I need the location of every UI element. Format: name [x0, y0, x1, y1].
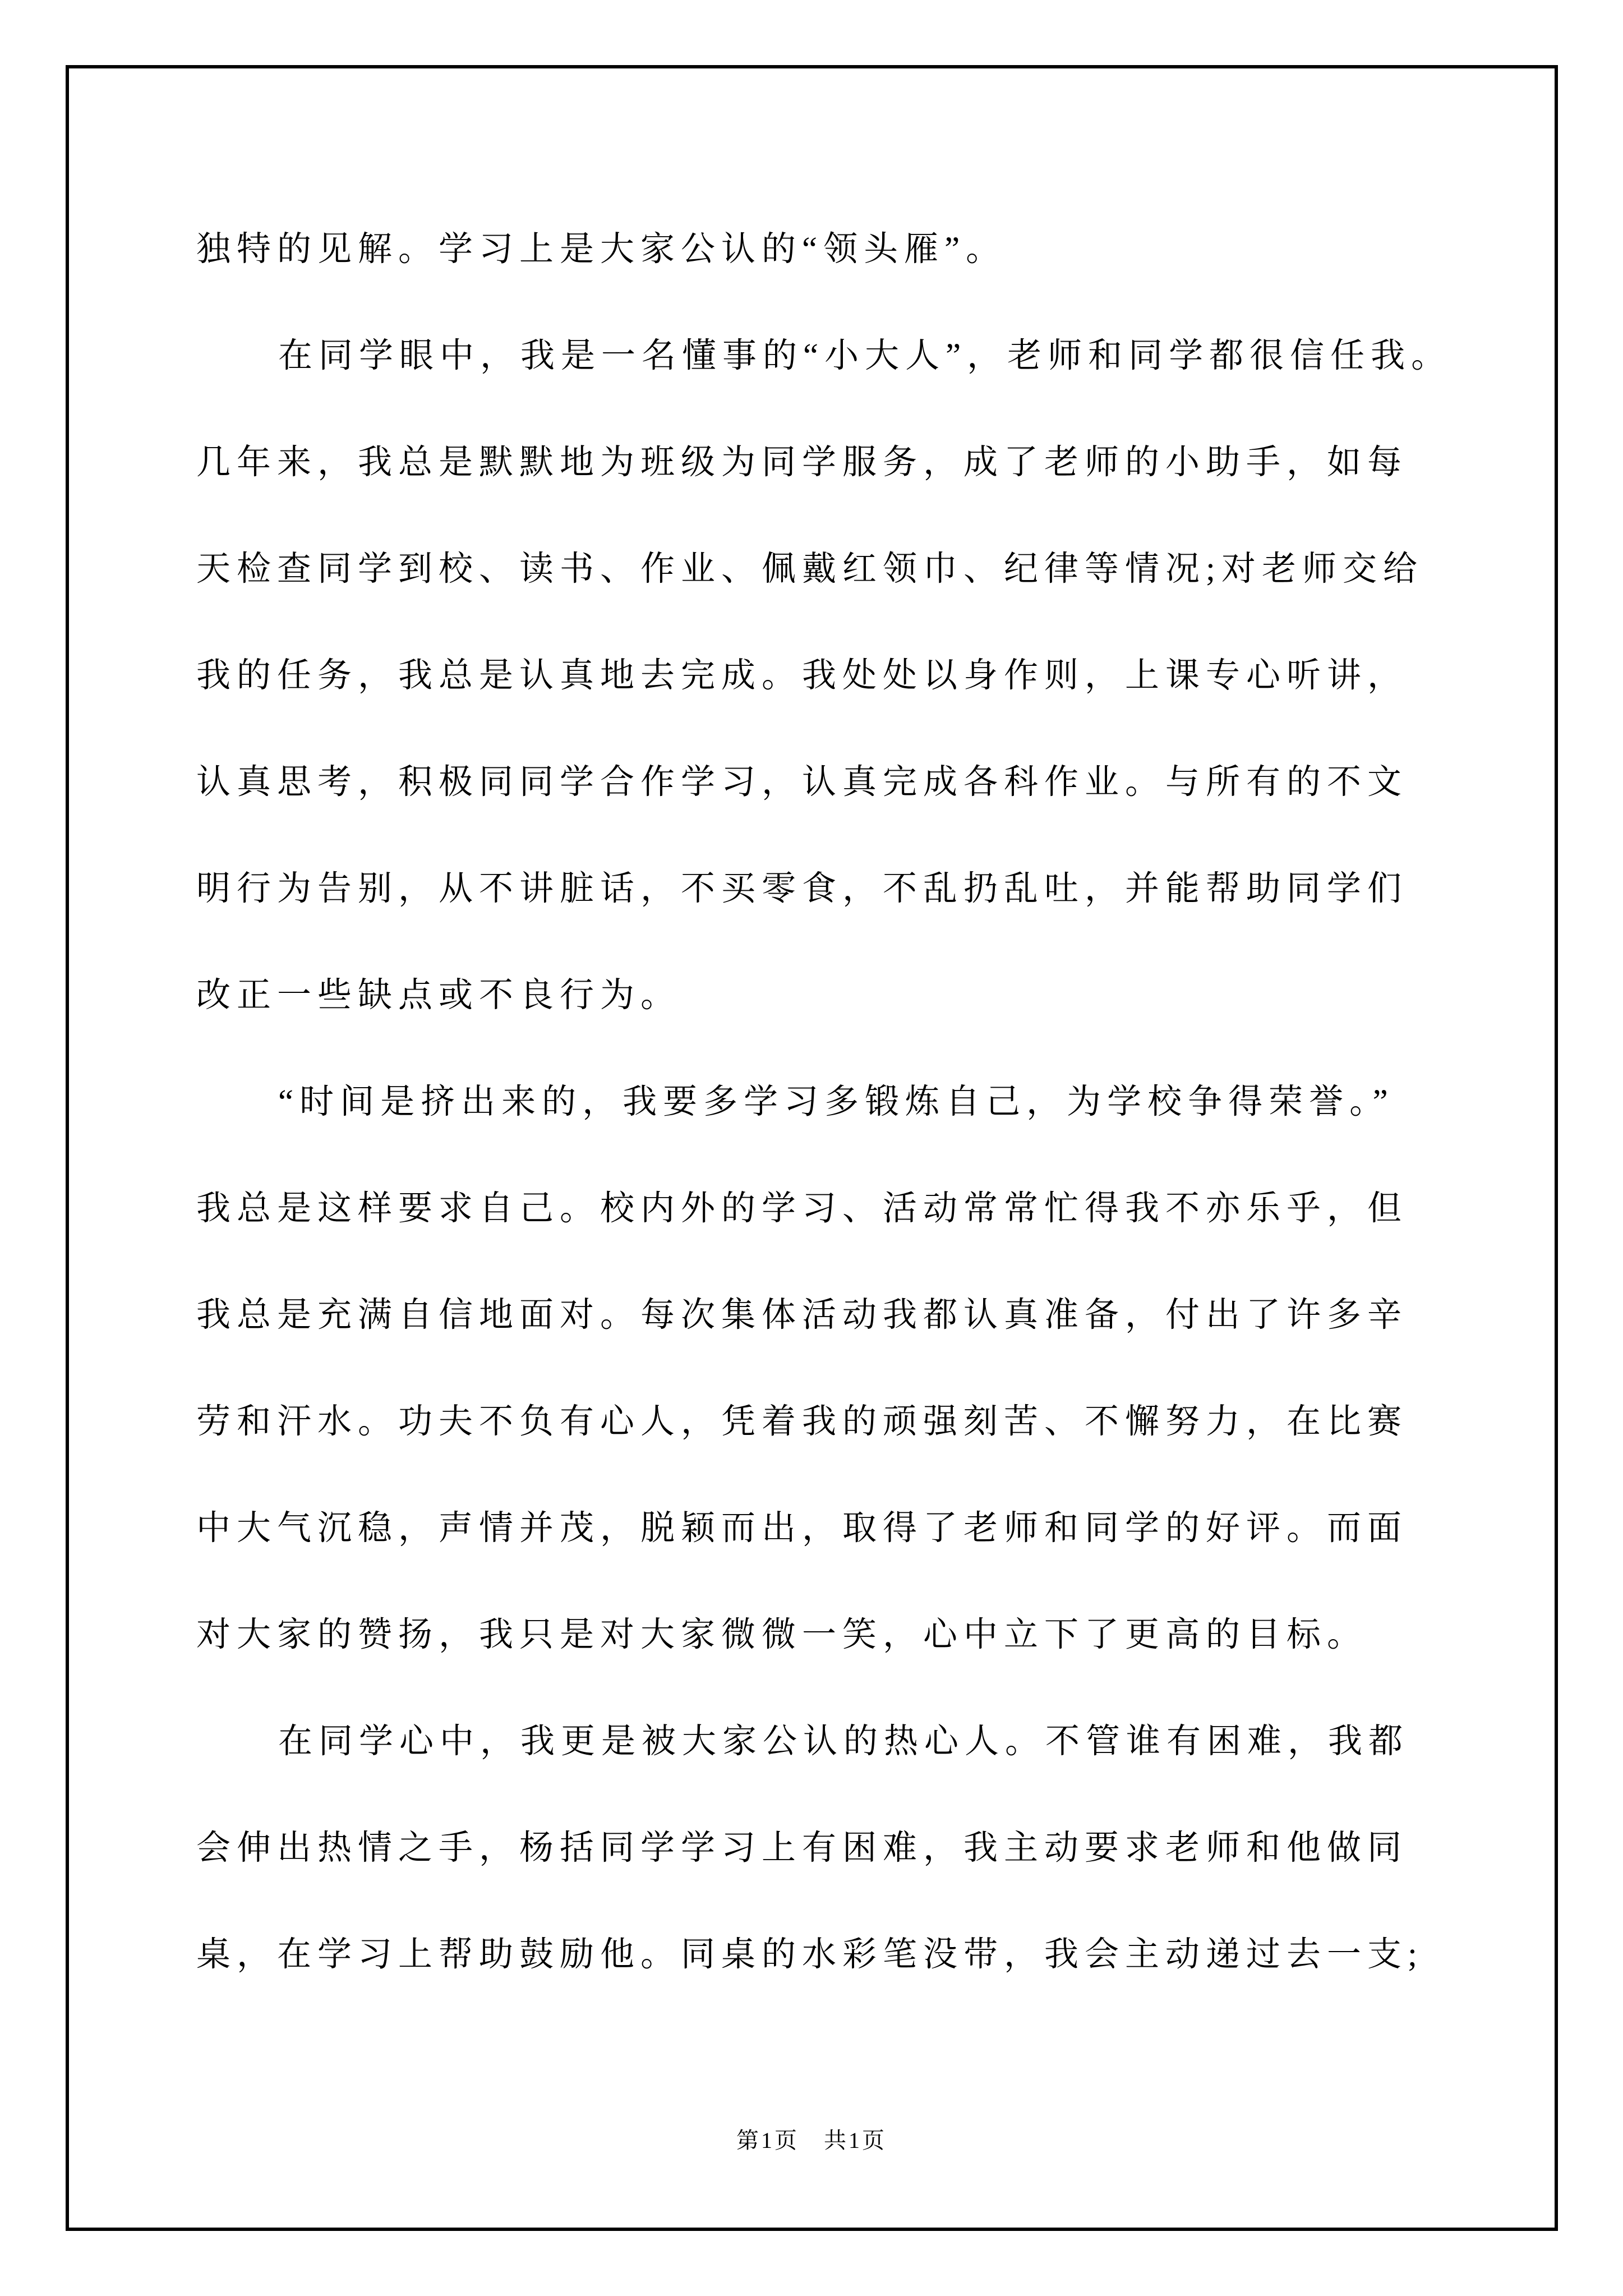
- text-line: 会伸出热情之手，杨括同学学习上有困难，我主动要求老师和他做同: [196, 1829, 1408, 1867]
- text-line: 桌，在学习上帮助鼓励他。同桌的水彩笔没带，我会主动递过去一支;: [196, 1936, 1423, 1973]
- text-line: 改正一些缺点或不良行为。: [196, 977, 681, 1014]
- text-line: 我的任务，我总是认真地去完成。我处处以身作则，上课专心听讲，: [196, 657, 1408, 694]
- text-line: 对大家的赞扬，我只是对大家微微一笑，心中立下了更高的目标。: [196, 1616, 1368, 1654]
- text-line: 明行为告别，从不讲脏话，不买零食，不乱扔乱吐，并能帮助同学们: [196, 870, 1408, 908]
- text-line: 在同学心中，我更是被大家公认的热心人。不管谁有困难，我都: [278, 1723, 1409, 1760]
- document-body: [196, 196, 1481, 2008]
- text-line: 劳和汗水。功夫不负有心人，凭着我的顽强刻苦、不懈努力，在比赛: [196, 1403, 1408, 1441]
- text-line: 天检查同学到校、读书、作业、佩戴红领巾、纪律等情况;对老师交给: [196, 550, 1423, 588]
- text-line: 我总是充满自信地面对。每次集体活动我都认真准备，付出了许多辛: [196, 1296, 1408, 1334]
- text-line: 几年来，我总是默默地为班级为同学服务，成了老师的小助手，如每: [196, 444, 1408, 481]
- page-footer: 第1页 共1页: [736, 2128, 887, 2153]
- text-line: 独特的见解。学习上是大家公认的“领头雁”。: [196, 231, 1007, 268]
- text-line: 中大气沉稳，声情并茂，脱颖而出，取得了老师和同学的好评。而面: [196, 1510, 1408, 1547]
- text-line: 我总是这样要求自己。校内外的学习、活动常常忙得我不亦乐乎，但: [196, 1190, 1408, 1227]
- text-line: “时间是挤出来的，我要多学习多锻炼自己，为学校争得荣誉。”: [278, 1083, 1394, 1121]
- text-line: 认真思考，积极同同学合作学习，认真完成各科作业。与所有的不文: [196, 763, 1408, 801]
- text-line: 在同学眼中，我是一名懂事的“小大人”，老师和同学都很信任我。: [278, 337, 1452, 375]
